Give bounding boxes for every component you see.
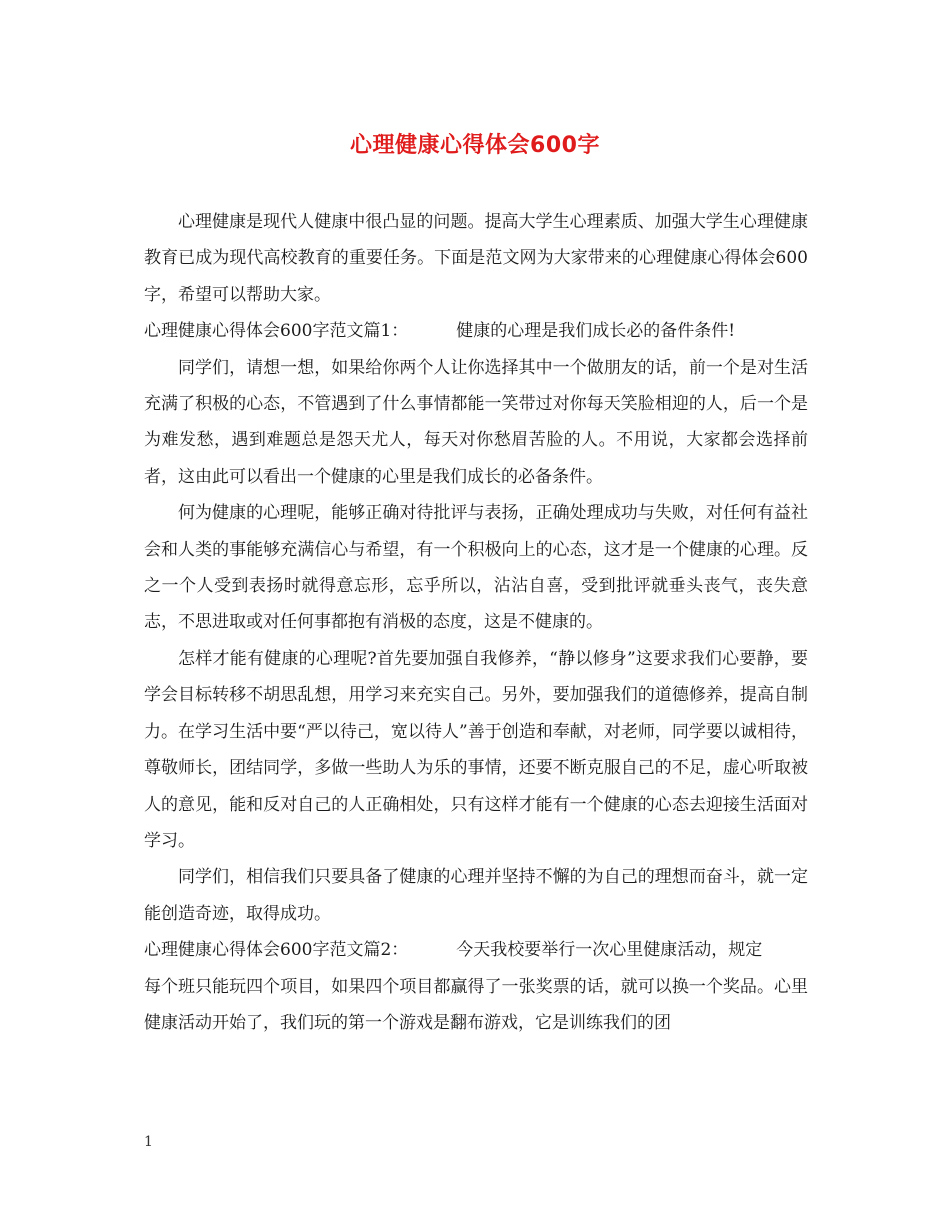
section-2-heading — [144, 932, 808, 968]
section-2-lead: 今天我校要举行一次心里健康活动，规定 — [456, 940, 763, 961]
document-title: 心理健康心得体会600字 — [350, 133, 600, 158]
section-2-paragraph: 每个班只能玩四个项目，如果四个项目都赢得了一张奖票的话，就可以换一个奖品。心里健康活动开始了，我们玩的第一个游戏是翻布游戏，它是训练我们的团 — [144, 976, 808, 1033]
section-1-heading — [144, 313, 808, 349]
document-body — [144, 204, 808, 1041]
section-1-paragraph: 同学们，相信我们只要具备了健康的心理并坚持不懈的为自己的理想而奋斗，就一定能创造奇迹，取得成功。 — [144, 867, 808, 924]
section-1-lead: 健康的心理是我们成长必的备件条件! — [456, 321, 736, 342]
section-1-paragraph: 怎样才能有健康的心理呢?首先要加强自我修养，“静以修身”这要求我们心要静，要学会目标转移不胡思乱想，用学习来充实自己。另外，要加强我们的道德修养，提高自制力。在学习生活中要“严以待己，宽以待人”善于创造和奉献，对老师，同学要以诚相待，尊敬师长，团结同学，多做一些助人为乐的事情，还要不断克服自己的不足，虚心听取被人的意见，能和反对自己的人正确相处，只有这样才能有一个健康的心态去迎接生活面对学习。 — [144, 648, 808, 851]
intro-paragraph: 心理健康是现代人健康中很凸显的问题。提高大学生心理素质、加强大学生心理健康教育已成为现代高校教育的重要任务。下面是范文网为大家带来的心理健康心得体会600字，希望可以帮助大家。 — [144, 212, 808, 305]
section-2-label: 心理健康心得体会600字范文篇2： — [144, 940, 409, 961]
section-1-paragraph: 同学们，请想一想，如果给你两个人让你选择其中一个做朋友的话，前一个是对生活充满了积极的心态，不管遇到了什么事情都能一笑带过对你每天笑脸相迎的人，后一个是为难发愁，遇到难题总是怨天尤人，每天对你愁眉苦脸的人。不用说，大家都会选择前者，这由此可以看出一个健康的心里是我们成长的必备条件。 — [144, 357, 808, 487]
section-1-paragraph: 何为健康的心理呢，能够正确对待批评与表扬，正确处理成功与失败，对任何有益社会和人类的事能够充满信心与希望，有一个积极向上的心态，这才是一个健康的心理。反之一个人受到表扬时就得意忘形，忘乎所以，沾沾自喜，受到批评就垂头丧气，丧失意志，不思进取或对任何事都抱有消极的态度，这是不健康的。 — [144, 503, 808, 633]
page-number: 1 — [144, 1134, 153, 1150]
section-1-label: 心理健康心得体会600字范文篇1： — [144, 321, 409, 342]
